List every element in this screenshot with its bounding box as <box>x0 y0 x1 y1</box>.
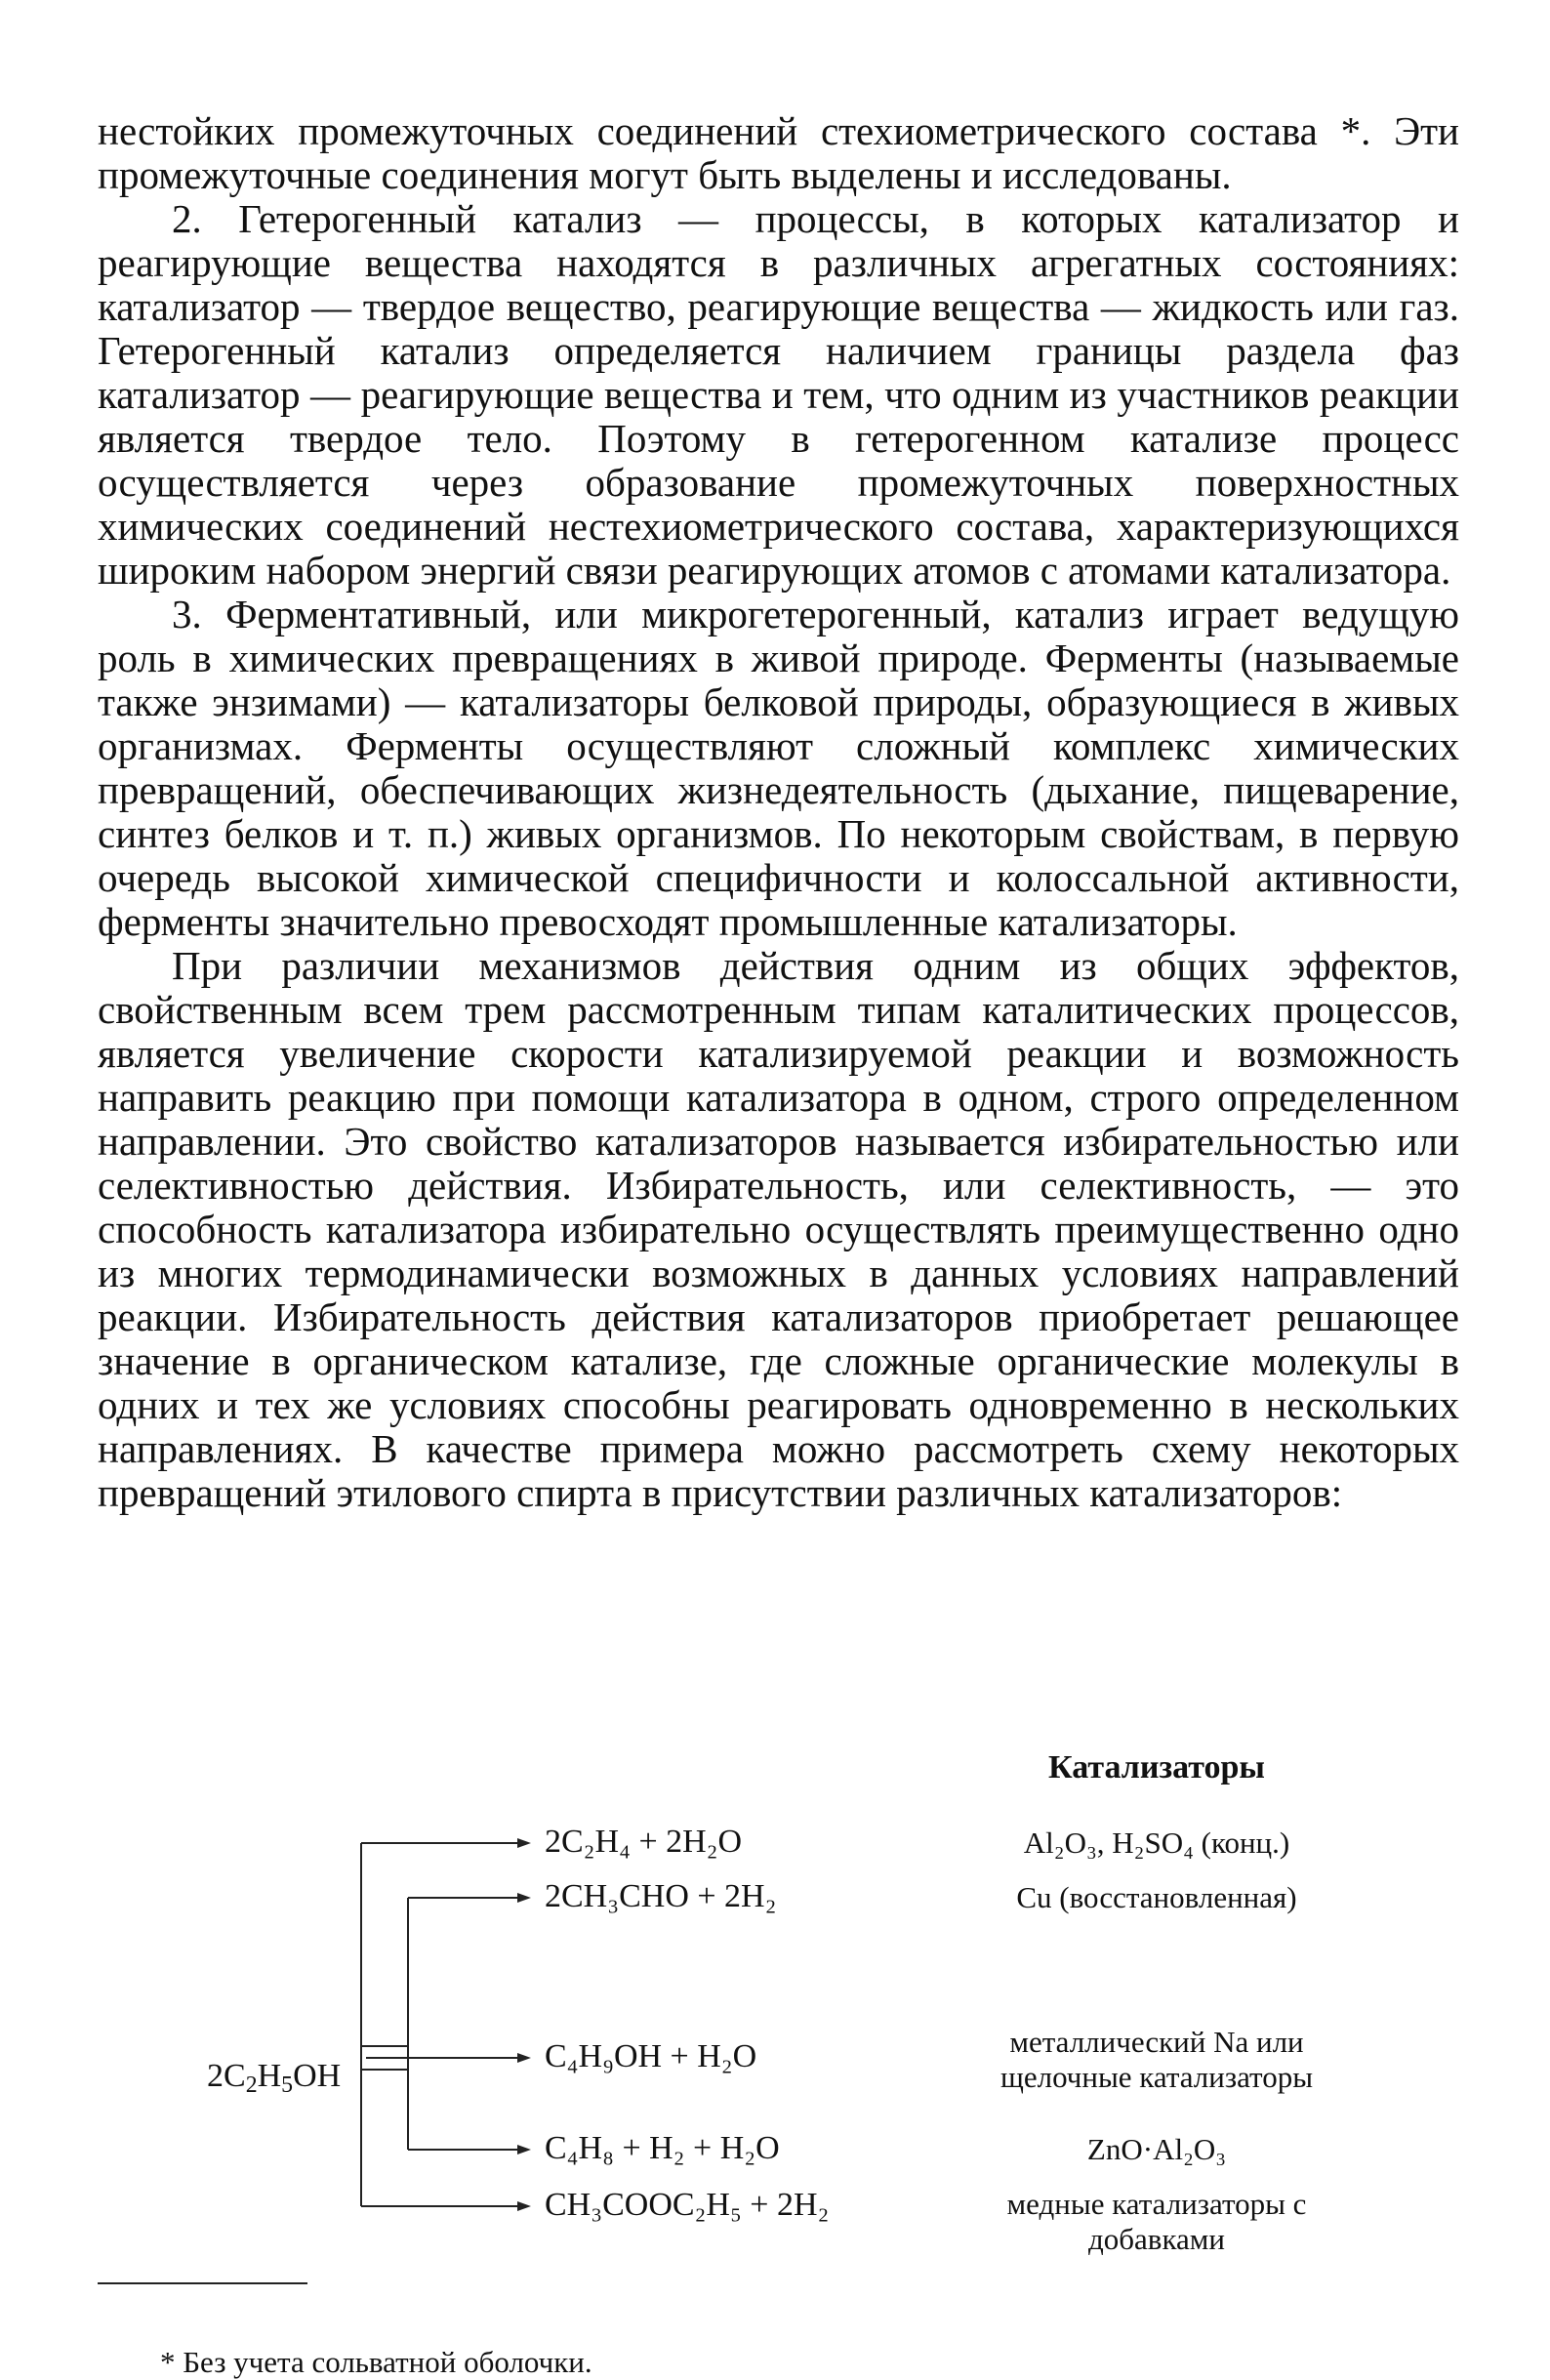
paragraph-2 <box>98 197 1459 593</box>
catalyst-4: ZnO·Al₂O₃ <box>1086 2132 1227 2166</box>
product-5: CH₃COOC₂H₅ + 2H₂ <box>545 2187 830 2223</box>
catalyst-2: Cu (восстановленная) <box>1016 1880 1297 1914</box>
footnote: * Без учета сольватной оболочки. <box>160 2345 592 2379</box>
catalyst-1: Al₂O₃, H₂SO₄ (конц.) <box>1023 1826 1290 1860</box>
reagent-sub: 2 <box>245 2072 258 2098</box>
catalyst-5: медные катализаторы с добавками <box>1006 2187 1307 2256</box>
reaction-scheme <box>98 1749 1459 2316</box>
product-1: 2C₂H₄ + 2H₂O <box>545 1824 743 1860</box>
reagent-part: H <box>257 2058 282 2094</box>
catalyst-3: металлический Na или щелочные катализаторы <box>999 2025 1314 2094</box>
product-2: 2CH₃CHO + 2H₂ <box>545 1878 777 1914</box>
paragraph-1 <box>98 109 1459 197</box>
footnote-rule <box>98 2282 307 2284</box>
page <box>98 108 1459 2379</box>
reagent-part: OH <box>293 2058 342 2094</box>
paragraph-4 <box>98 944 1459 1515</box>
reagent-sub: 5 <box>281 2072 294 2098</box>
product-3: C₄H₉OH + H₂O <box>545 2038 757 2074</box>
reagent-part: 2C <box>207 2058 246 2094</box>
paragraph-text: нестойких промежуточных соединений стехиометрического состава *. Эти промежуточные соединения могут быть выделены и исследованы. <box>98 108 1459 197</box>
paragraph-text: При различии механизмов действия одним из общих эффектов, свойственным всем трем рассмотренным типам каталитических процессов, является увеличение скорости катализируемой реакции и возможность направить реакцию при помощи катализатора в одном, строго определенном направлении. Это свойство катализаторов называется избирательностью или селективностью действия. Избирательность, или селективность, — это способность катализатора избирательно осуществлять преимущественно одно из многих термодинамически возможных в данных условиях направлений реакции. Избирательность действия катализаторов приобретает решающее значение в органическом катализе, где сложные органические молекулы в одних и тех же условиях способны реагировать одновременно в нескольких направлениях. В качестве примера можно рассмотреть схему некоторых превращений этилового спирта в присутствии различных катализаторов: <box>98 943 1459 1515</box>
catalysts-header: Катализаторы <box>1048 1749 1265 1785</box>
paragraph-3 <box>98 593 1459 944</box>
reagent-ethanol <box>207 2058 342 2098</box>
product-4: C₄H₈ + H₂ + H₂O <box>545 2130 780 2166</box>
paragraph-text: 3. Ферментативный, или микрогетерогенный, катализ играет ведущую роль в химических превращениях в живой природе. Ферменты (называемые также энзимами) — катализаторы белковой природы, образующиеся в живых организмах. Ферменты осуществляют сложный комплекс химических превращений, обеспечивающих жизнедеятельность (дыхание, пищеварение, синтез белков и т. п.) живых организмов. По некоторым свойствам, в первую очередь высокой химической специфичности и колоссальной активности, ферменты значительно превосходят промышленные катализаторы. <box>98 592 1459 944</box>
paragraph-text: 2. Гетерогенный катализ — процессы, в которых катализатор и реагирующие вещества находятся в различных агрегатных состояниях: катализатор — твердое вещество, реагирующие вещества — жидкость или газ. Гетерогенный катализ определяется наличием границы раздела фаз катализатор — реагирующие вещества и тем, что одним из участников реакции является твердое тело. Поэтому в гетерогенном катализе процесс осуществляется через образование промежуточных поверхностных химических соединений нестехиометрического состава, характеризующихся широким набором энергий связи реагирующих атомов с атомами катализатора. <box>98 196 1459 593</box>
